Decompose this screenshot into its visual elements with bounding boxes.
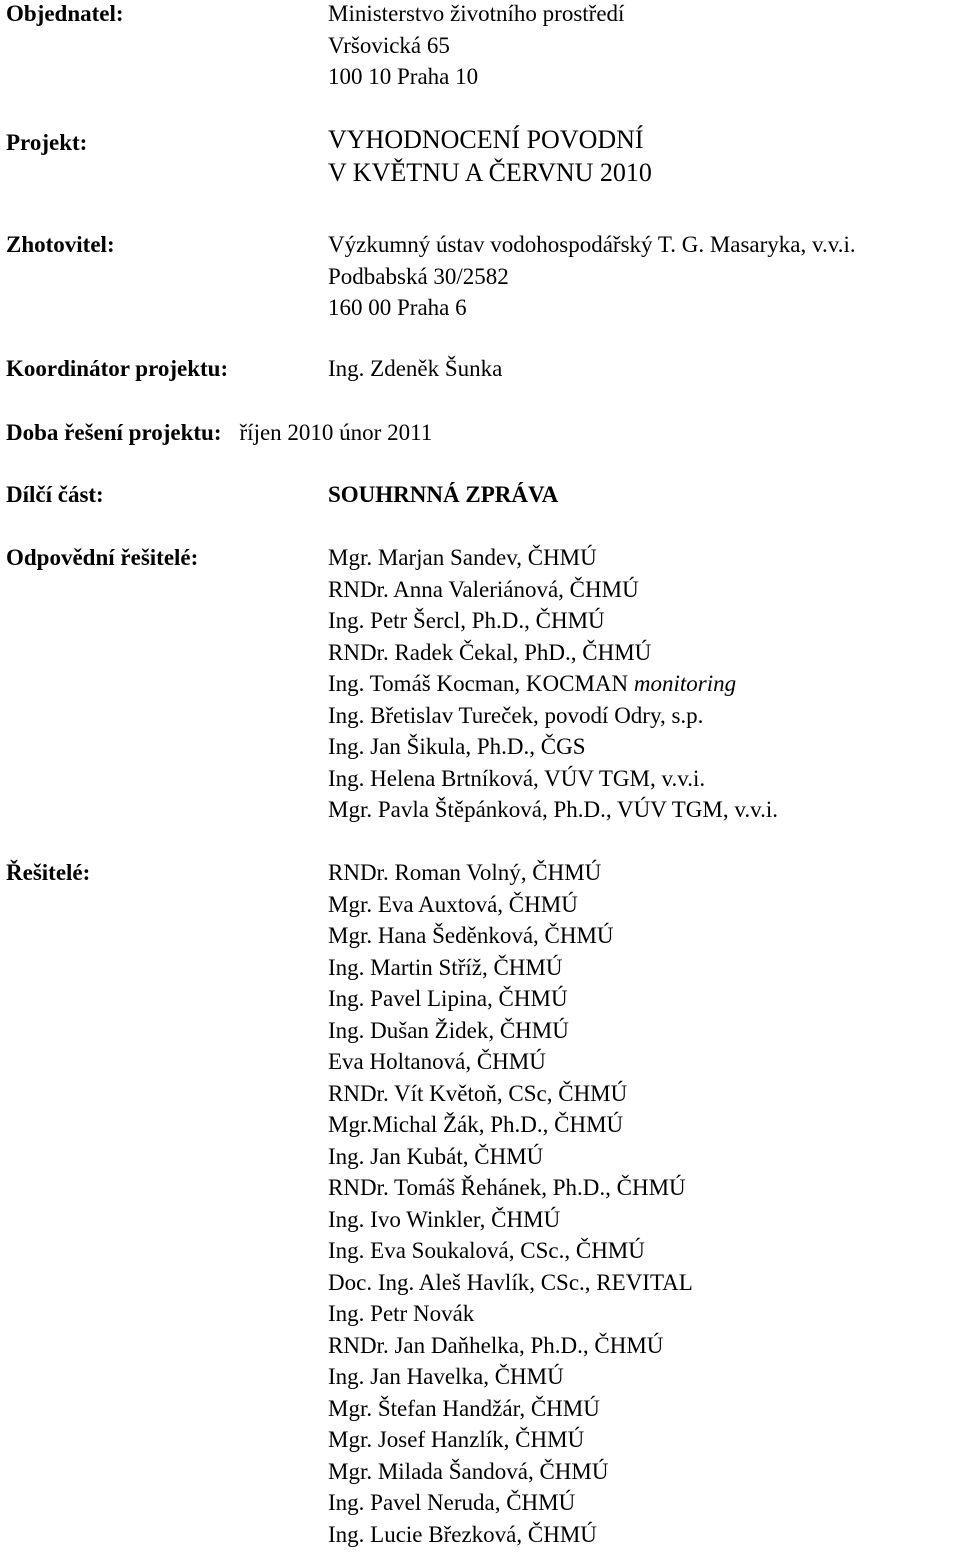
- resitel: Ing. Dušan Židek, ČHMÚ: [328, 1017, 569, 1043]
- odpovedni-resitel: Ing. Helena Brtníková, VÚV TGM, v.v.i.: [328, 765, 706, 791]
- resitel: Mgr. Milada Šandová, ČHMÚ: [328, 1458, 609, 1484]
- odpovedni-resitel: Ing. Petr Šercl, Ph.D., ČHMÚ: [328, 608, 605, 633]
- odpovedni-resitel: [328, 668, 778, 700]
- resitel: RNDr. Tomáš Řehánek, Ph.D., ČHMÚ: [328, 1175, 686, 1200]
- zhotovitel-line: Výzkumný ústav vodohospodářský T. G. Masaryka, v.v.i.: [328, 232, 856, 257]
- objednatel-label: Objednatel:: [6, 1, 124, 26]
- projekt-label: Projekt:: [6, 130, 88, 155]
- resitel: Ing. Jan Kubát, ČHMÚ: [328, 1143, 544, 1169]
- resitel: Mgr. Štefan Handžár, ČHMÚ: [328, 1395, 600, 1421]
- dilci-cast-label: Dílčí část:: [6, 482, 104, 507]
- resitele-label: Řešitelé:: [6, 860, 91, 885]
- resitel: RNDr. Vít Květoň, CSc, ČHMÚ: [328, 1080, 628, 1106]
- odpovedni-resitel: RNDr. Anna Valeriánová, ČHMÚ: [328, 576, 639, 602]
- resitel: Ing. Jan Havelka, ČHMÚ: [328, 1364, 564, 1389]
- odpovedni-resitel: Mgr. Pavla Štěpánková, Ph.D., VÚV TGM, v.v.i.: [328, 797, 778, 822]
- resitel: Mgr. Hana Šeděnková, ČHMÚ: [328, 923, 614, 948]
- objednatel-value: [328, 0, 624, 93]
- zhotovitel-label: Zhotovitel:: [6, 232, 115, 257]
- objednatel-line: Ministerstvo životního prostředí: [328, 1, 625, 26]
- doba-reseni-row: [6, 417, 432, 449]
- odpovedni-resitel: Ing. Jan Šikula, Ph.D., ČGS: [328, 734, 586, 759]
- kocman-name: Ing. Tomáš Kocman, KOCMAN: [328, 671, 629, 696]
- zhotovitel-line: 160 00 Praha 6: [328, 295, 467, 320]
- resitel: Eva Holtanová, ČHMÚ: [328, 1049, 546, 1074]
- resitel: RNDr. Jan Daňhelka, Ph.D., ČHMÚ: [328, 1332, 664, 1358]
- resitel: Ing. Martin Stříž, ČHMÚ: [328, 954, 563, 980]
- resitel: Ing. Pavel Neruda, ČHMÚ: [328, 1490, 576, 1515]
- projekt-title-line: VYHODNOCENÍ POVODNÍ: [328, 125, 644, 154]
- odpovedni-resitele-label: Odpovědní řešitelé:: [6, 545, 199, 570]
- projekt-title-line: V KVĚTNU A ČERVNU 2010: [328, 158, 652, 187]
- odpovedni-resitele-list: [328, 542, 778, 826]
- dilci-cast-value: SOUHRNNÁ ZPRÁVA: [328, 482, 559, 507]
- odpovedni-resitel: Mgr. Marjan Sandev, ČHMÚ: [328, 545, 597, 570]
- objednatel-line: 100 10 Praha 10: [328, 64, 479, 89]
- resitel: Ing. Ivo Winkler, ČHMÚ: [328, 1206, 561, 1232]
- resitel: Ing. Pavel Lipina, ČHMÚ: [328, 986, 568, 1011]
- zhotovitel-value: [328, 229, 856, 324]
- resitel: RNDr. Roman Volný, ČHMÚ: [328, 860, 602, 885]
- projekt-title: [328, 123, 652, 189]
- zhotovitel-line: Podbabská 30/2582: [328, 263, 509, 289]
- koordinator-label: Koordinátor projektu:: [6, 356, 229, 381]
- resitel: Doc. Ing. Aleš Havlík, CSc., REVITAL: [328, 1269, 693, 1295]
- resitel: Mgr. Eva Auxtová, ČHMÚ: [328, 891, 578, 917]
- resitel: Ing. Petr Novák: [328, 1301, 475, 1326]
- doba-reseni-label: Doba řešení projektu:: [6, 420, 222, 445]
- resitel: Ing. Lucie Březková, ČHMÚ: [328, 1521, 597, 1547]
- odpovedni-resitel: Ing. Břetislav Tureček, povodí Odry, s.p.: [328, 702, 704, 728]
- resitel: Ing. Eva Soukalová, CSc., ČHMÚ: [328, 1238, 645, 1263]
- resitel: Mgr.Michal Žák, Ph.D., ČHMÚ: [328, 1112, 624, 1137]
- odpovedni-resitel: RNDr. Radek Čekal, PhD., ČHMÚ: [328, 639, 652, 665]
- koordinator-value: Ing. Zdeněk Šunka: [328, 356, 503, 381]
- objednatel-line: Vršovická 65: [328, 32, 450, 58]
- kocman-monitoring: monitoring: [633, 671, 737, 696]
- resitel: Mgr. Josef Hanzlík, ČHMÚ: [328, 1427, 585, 1452]
- resitele-list: [328, 857, 693, 1550]
- doba-reseni-value: říjen 2010 únor 2011: [239, 420, 433, 445]
